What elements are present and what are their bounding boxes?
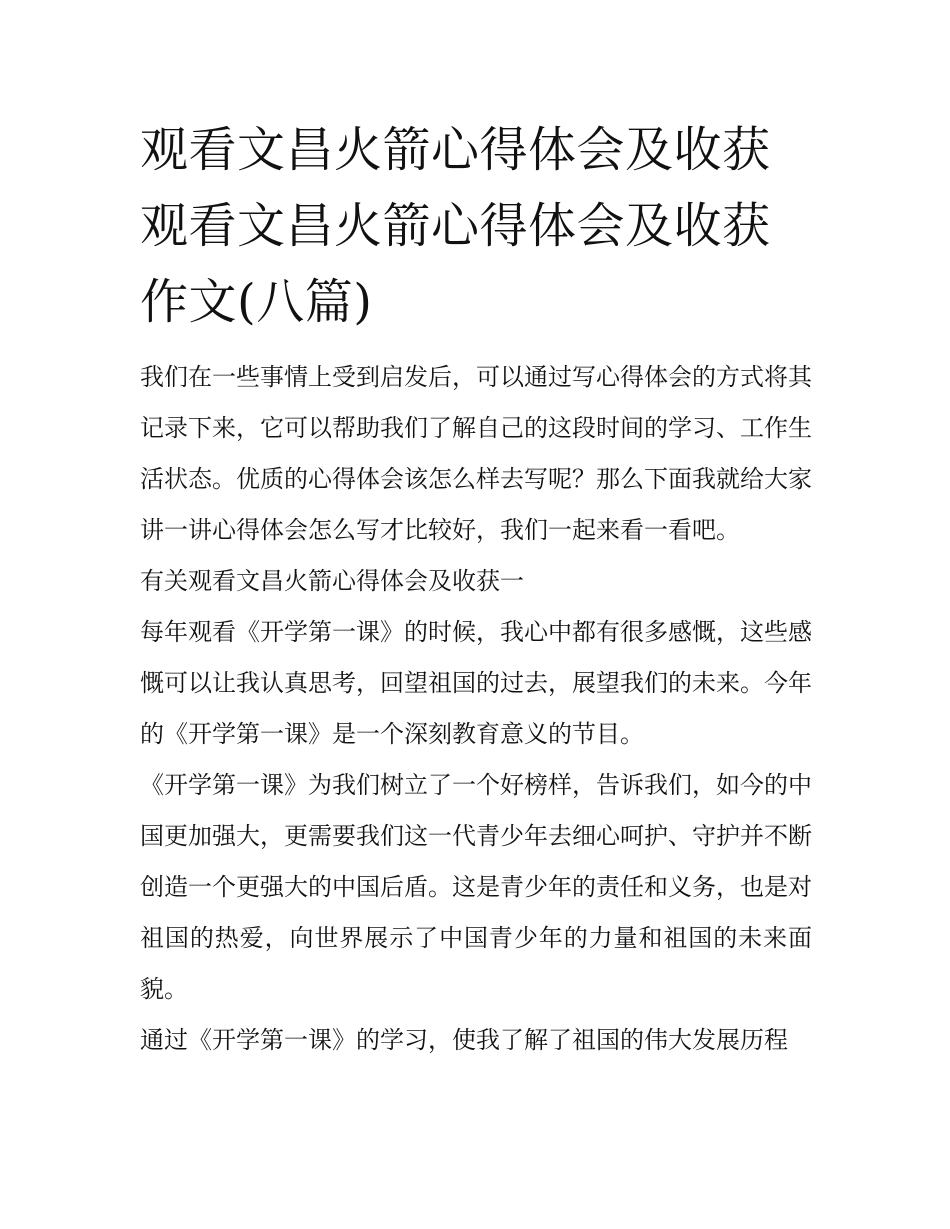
document-page bbox=[140, 112, 812, 1066]
body-paragraph-2: 《开学第一课》为我们树立了一个好榜样，告诉我们，如今的中国更加强大，更需要我们这一代青少年去细心呵护、守护并不断创造一个更强大的中国后盾。这是青少年的责任和义务，也是对祖国的热爱，向世界展示了中国青少年的力量和祖国的未来面貌。 bbox=[140, 771, 812, 1003]
document-title: 观看文昌火箭心得体会及收获 观看文昌火箭心得体会及收获作文(八篇) bbox=[140, 122, 771, 330]
intro-paragraph: 我们在一些事情上受到启发后，可以通过写心得体会的方式将其记录下来，它可以帮助我们了解自己的这段时间的学习、工作生活状态。优质的心得体会该怎么样去写呢？那么下面我就给大家讲一讲心得体会怎么写才比较好，我们一起来看一看吧。 bbox=[140, 363, 812, 544]
section-heading: 有关观看文昌火箭心得体会及收获一 bbox=[140, 567, 524, 595]
body-paragraph-1: 每年观看《开学第一课》的时候，我心中都有很多感慨，这些感慨可以让我认真思考，回望祖国的过去，展望我们的未来。今年的《开学第一课》是一个深刻教育意义的节目。 bbox=[140, 618, 812, 748]
body-paragraph-3: 通过《开学第一课》的学习，使我了解了祖国的伟大发展历程 bbox=[140, 1026, 788, 1054]
